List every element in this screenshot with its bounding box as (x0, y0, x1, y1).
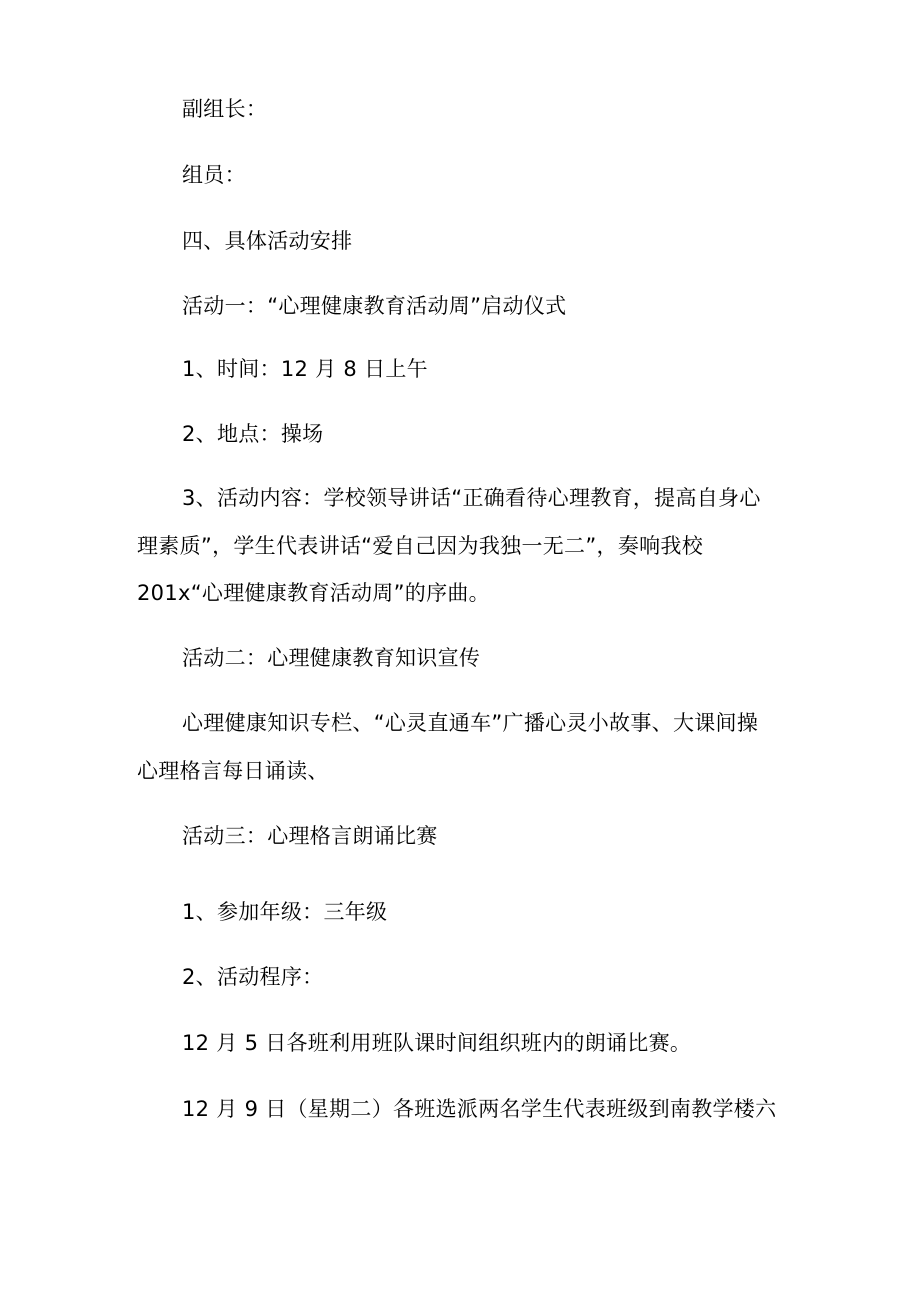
activity-three-procedure-label: 2、活动程序： (182, 965, 324, 989)
activity-one-heading: 活动一：“心理健康教育活动周”启动仪式 (182, 294, 567, 318)
procedure-step-2: 12 月 9 日（星期二）各班选派两名学生代表班级到南教学楼六 (182, 1097, 777, 1121)
section-heading-activities: 四、具体活动安排 (182, 229, 353, 253)
procedure-step-1: 12 月 5 日各班利用班队课时间组织班内的朗诵比赛。 (182, 1031, 692, 1055)
activity-two-content-line-1: 心理健康知识专栏、“心灵直通车”广播心灵小故事、大课间操 (182, 711, 759, 735)
activity-three-grade: 1、参加年级：三年级 (182, 900, 388, 924)
members-label: 组员： (182, 163, 246, 187)
activity-two-content-line-2: 心理格言每日诵读、 (137, 759, 329, 783)
activity-one-content-line-3: 201x“心理健康教育活动周”的序曲。 (137, 581, 490, 605)
deputy-leader-label: 副组长： (182, 97, 268, 121)
activity-one-content-line-1: 3、活动内容：学校领导讲话“正确看待心理教育，提高自身心 (182, 486, 761, 510)
activity-one-time: 1、时间：12 月 8 日上午 (182, 357, 428, 381)
activity-two-heading: 活动二：心理健康教育知识宣传 (182, 646, 481, 670)
activity-one-location: 2、地点：操场 (182, 422, 324, 446)
activity-one-content-line-2: 理素质”，学生代表讲话“爱自己因为我独一无二”，奏响我校 (137, 534, 704, 558)
activity-three-heading: 活动三：心理格言朗诵比赛 (182, 824, 438, 848)
